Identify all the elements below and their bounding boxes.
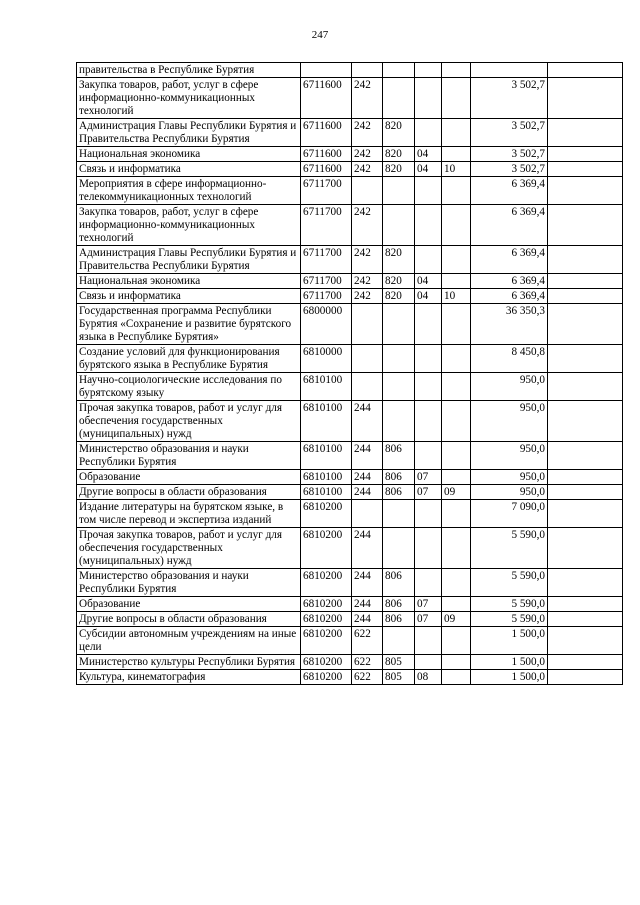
row-amount-cell: 5 590,0 (471, 597, 548, 612)
row-empty-cell (548, 612, 623, 627)
row-target-code-cell: 6711700 (301, 274, 352, 289)
row-target-code-cell: 6810200 (301, 597, 352, 612)
row-amount-cell: 6 369,4 (471, 177, 548, 205)
row-amount-cell: 1 500,0 (471, 655, 548, 670)
row-subsection-cell (442, 528, 471, 569)
row-name-cell: Администрация Главы Республики Бурятия и Правительства Республики Бурятия (77, 246, 301, 274)
row-empty-cell (548, 401, 623, 442)
row-expense-type-cell: 244 (352, 528, 383, 569)
row-amount-cell: 6 369,4 (471, 274, 548, 289)
row-amount-cell: 950,0 (471, 373, 548, 401)
row-amount-cell: 3 502,7 (471, 78, 548, 119)
row-section-cell: 07 (415, 470, 442, 485)
page-number: 247 (311, 29, 329, 41)
row-expense-type-cell: 242 (352, 119, 383, 147)
row-administrator-code-cell: 820 (383, 147, 415, 162)
table-row (77, 597, 623, 612)
row-subsection-cell (442, 401, 471, 442)
row-section-cell (415, 401, 442, 442)
row-administrator-code-cell: 806 (383, 442, 415, 470)
row-expense-type-cell: 242 (352, 78, 383, 119)
row-administrator-code-cell (383, 500, 415, 528)
row-administrator-code-cell: 820 (383, 289, 415, 304)
row-amount-cell: 950,0 (471, 470, 548, 485)
table-row (77, 569, 623, 597)
row-administrator-code-cell: 806 (383, 470, 415, 485)
row-expense-type-cell: 244 (352, 569, 383, 597)
table-row (77, 177, 623, 205)
row-section-cell (415, 442, 442, 470)
row-administrator-code-cell: 820 (383, 119, 415, 147)
row-amount-cell: 950,0 (471, 485, 548, 500)
row-subsection-cell (442, 147, 471, 162)
row-target-code-cell: 6810100 (301, 401, 352, 442)
row-section-cell: 07 (415, 597, 442, 612)
row-target-code-cell: 6711700 (301, 177, 352, 205)
row-amount-cell: 36 350,3 (471, 304, 548, 345)
row-expense-type-cell: 244 (352, 442, 383, 470)
row-name-cell: Субсидии автономным учреждениям на иные цели (77, 627, 301, 655)
row-administrator-code-cell (383, 528, 415, 569)
row-subsection-cell (442, 246, 471, 274)
row-administrator-code-cell (383, 78, 415, 119)
row-target-code-cell: 6800000 (301, 304, 352, 345)
row-section-cell (415, 177, 442, 205)
row-administrator-code-cell: 805 (383, 655, 415, 670)
row-administrator-code-cell (383, 345, 415, 373)
row-empty-cell (548, 485, 623, 500)
row-expense-type-cell (352, 304, 383, 345)
row-subsection-cell (442, 597, 471, 612)
table-row (77, 119, 623, 147)
row-expense-type-cell: 242 (352, 205, 383, 246)
row-expense-type-cell: 242 (352, 147, 383, 162)
row-administrator-code-cell (383, 205, 415, 246)
row-empty-cell (548, 470, 623, 485)
row-name-cell: Министерство культуры Республики Бурятия (77, 655, 301, 670)
row-name-cell: Культура, кинематография (77, 670, 301, 685)
row-section-cell (415, 119, 442, 147)
row-name-cell: Образование (77, 597, 301, 612)
row-expense-type-cell: 622 (352, 627, 383, 655)
row-subsection-cell: 09 (442, 612, 471, 627)
row-name-cell: Администрация Главы Республики Бурятия и Правительства Республики Бурятия (77, 119, 301, 147)
row-expense-type-cell (352, 500, 383, 528)
row-amount-cell: 950,0 (471, 442, 548, 470)
row-expense-type-cell: 242 (352, 246, 383, 274)
row-subsection-cell (442, 500, 471, 528)
row-amount-cell: 950,0 (471, 401, 548, 442)
row-name-cell: Национальная экономика (77, 274, 301, 289)
table-row (77, 373, 623, 401)
row-name-cell: Связь и информатика (77, 289, 301, 304)
row-empty-cell (548, 246, 623, 274)
table-row (77, 162, 623, 177)
row-empty-cell (548, 119, 623, 147)
row-empty-cell (548, 274, 623, 289)
row-expense-type-cell: 242 (352, 162, 383, 177)
row-administrator-code-cell: 820 (383, 162, 415, 177)
row-expense-type-cell: 244 (352, 612, 383, 627)
row-target-code-cell: 6810100 (301, 485, 352, 500)
row-administrator-code-cell: 806 (383, 569, 415, 597)
row-subsection-cell (442, 655, 471, 670)
row-name-cell: Мероприятия в сфере информационно-телекоммуникационных технологий (77, 177, 301, 205)
table-row (77, 289, 623, 304)
row-subsection-cell (442, 177, 471, 205)
row-administrator-code-cell: 805 (383, 670, 415, 685)
row-amount-cell: 5 590,0 (471, 528, 548, 569)
row-administrator-code-cell (383, 373, 415, 401)
table-row (77, 528, 623, 569)
row-expense-type-cell (352, 373, 383, 401)
row-amount-cell: 1 500,0 (471, 627, 548, 655)
row-target-code-cell: 6810100 (301, 373, 352, 401)
table-row (77, 63, 623, 78)
row-target-code-cell: 6810200 (301, 655, 352, 670)
row-empty-cell (548, 500, 623, 528)
row-target-code-cell: 6810200 (301, 670, 352, 685)
row-subsection-cell (442, 670, 471, 685)
row-name-cell: Создание условий для функционирования бурятского языка в Республике Бурятия (77, 345, 301, 373)
row-subsection-cell (442, 442, 471, 470)
table-row (77, 205, 623, 246)
row-section-cell (415, 246, 442, 274)
row-expense-type-cell (352, 345, 383, 373)
row-amount-cell: 8 450,8 (471, 345, 548, 373)
row-target-code-cell: 6711700 (301, 246, 352, 274)
table-row (77, 485, 623, 500)
row-expense-type-cell: 244 (352, 597, 383, 612)
row-administrator-code-cell (383, 304, 415, 345)
row-administrator-code-cell (383, 63, 415, 78)
row-section-cell: 07 (415, 485, 442, 500)
row-amount-cell: 1 500,0 (471, 670, 548, 685)
row-amount-cell (471, 63, 548, 78)
row-expense-type-cell: 244 (352, 485, 383, 500)
row-empty-cell (548, 304, 623, 345)
table-row (77, 304, 623, 345)
row-amount-cell: 3 502,7 (471, 162, 548, 177)
row-name-cell: Другие вопросы в области образования (77, 612, 301, 627)
row-amount-cell: 6 369,4 (471, 289, 548, 304)
table-row (77, 442, 623, 470)
row-amount-cell: 5 590,0 (471, 612, 548, 627)
row-section-cell: 04 (415, 162, 442, 177)
row-target-code-cell: 6711600 (301, 162, 352, 177)
table-row (77, 274, 623, 289)
row-subsection-cell (442, 304, 471, 345)
table-row (77, 627, 623, 655)
row-name-cell: Закупка товаров, работ, услуг в сфере информационно-коммуникационных технологий (77, 205, 301, 246)
row-section-cell (415, 304, 442, 345)
row-subsection-cell: 10 (442, 162, 471, 177)
row-subsection-cell: 09 (442, 485, 471, 500)
row-section-cell (415, 569, 442, 597)
row-section-cell (415, 373, 442, 401)
row-empty-cell (548, 670, 623, 685)
row-empty-cell (548, 569, 623, 597)
row-administrator-code-cell: 820 (383, 274, 415, 289)
row-administrator-code-cell (383, 627, 415, 655)
row-subsection-cell (442, 569, 471, 597)
row-expense-type-cell: 244 (352, 401, 383, 442)
row-name-cell: Государственная программа Республики Бурятия «Сохранение и развитие бурятского языка в Республике Бурятия» (77, 304, 301, 345)
row-expense-type-cell: 242 (352, 274, 383, 289)
row-name-cell: Другие вопросы в области образования (77, 485, 301, 500)
row-target-code-cell: 6711600 (301, 147, 352, 162)
row-expense-type-cell: 622 (352, 655, 383, 670)
budget-table (76, 62, 623, 685)
row-target-code-cell: 6810200 (301, 528, 352, 569)
row-administrator-code-cell (383, 177, 415, 205)
table-row (77, 246, 623, 274)
row-section-cell: 04 (415, 274, 442, 289)
row-empty-cell (548, 345, 623, 373)
row-administrator-code-cell (383, 401, 415, 442)
table-row (77, 401, 623, 442)
row-amount-cell: 7 090,0 (471, 500, 548, 528)
row-name-cell: Связь и информатика (77, 162, 301, 177)
row-empty-cell (548, 528, 623, 569)
row-section-cell (415, 345, 442, 373)
row-name-cell: правительства в Республике Бурятия (77, 63, 301, 78)
row-subsection-cell (442, 205, 471, 246)
row-section-cell (415, 78, 442, 119)
row-name-cell: Министерство образования и науки Республики Бурятия (77, 442, 301, 470)
row-empty-cell (548, 205, 623, 246)
row-name-cell: Прочая закупка товаров, работ и услуг для обеспечения государственных (муниципальных) нужд (77, 401, 301, 442)
row-expense-type-cell (352, 177, 383, 205)
row-name-cell: Закупка товаров, работ, услуг в сфере информационно-коммуникационных технологий (77, 78, 301, 119)
row-section-cell (415, 528, 442, 569)
row-subsection-cell: 10 (442, 289, 471, 304)
table-row (77, 655, 623, 670)
row-name-cell: Министерство образования и науки Республики Бурятия (77, 569, 301, 597)
row-amount-cell: 6 369,4 (471, 205, 548, 246)
row-name-cell: Национальная экономика (77, 147, 301, 162)
row-amount-cell: 3 502,7 (471, 119, 548, 147)
row-administrator-code-cell: 806 (383, 485, 415, 500)
row-subsection-cell (442, 470, 471, 485)
row-target-code-cell (301, 63, 352, 78)
row-target-code-cell: 6711700 (301, 289, 352, 304)
table-row (77, 78, 623, 119)
row-name-cell: Издание литературы на бурятском языке, в том числе перевод и экспертиза изданий (77, 500, 301, 528)
row-name-cell: Научно-социологические исследования по бурятскому языку (77, 373, 301, 401)
row-expense-type-cell: 622 (352, 670, 383, 685)
row-empty-cell (548, 289, 623, 304)
row-target-code-cell: 6711600 (301, 119, 352, 147)
row-empty-cell (548, 162, 623, 177)
table-row (77, 470, 623, 485)
row-name-cell: Прочая закупка товаров, работ и услуг для обеспечения государственных (муниципальных) нужд (77, 528, 301, 569)
row-empty-cell (548, 442, 623, 470)
row-section-cell (415, 627, 442, 655)
row-target-code-cell: 6810000 (301, 345, 352, 373)
row-empty-cell (548, 63, 623, 78)
row-target-code-cell: 6810200 (301, 569, 352, 597)
row-empty-cell (548, 627, 623, 655)
row-subsection-cell (442, 627, 471, 655)
row-subsection-cell (442, 345, 471, 373)
row-expense-type-cell: 244 (352, 470, 383, 485)
row-section-cell: 04 (415, 289, 442, 304)
row-target-code-cell: 6711700 (301, 205, 352, 246)
row-administrator-code-cell: 806 (383, 597, 415, 612)
row-target-code-cell: 6810100 (301, 470, 352, 485)
row-target-code-cell: 6810200 (301, 612, 352, 627)
row-empty-cell (548, 655, 623, 670)
row-subsection-cell (442, 274, 471, 289)
row-section-cell (415, 63, 442, 78)
row-section-cell (415, 500, 442, 528)
row-target-code-cell: 6810100 (301, 442, 352, 470)
row-section-cell (415, 655, 442, 670)
row-subsection-cell (442, 119, 471, 147)
row-target-code-cell: 6810200 (301, 500, 352, 528)
table-row (77, 147, 623, 162)
row-section-cell: 07 (415, 612, 442, 627)
row-amount-cell: 5 590,0 (471, 569, 548, 597)
row-subsection-cell (442, 373, 471, 401)
row-expense-type-cell: 242 (352, 289, 383, 304)
row-administrator-code-cell: 806 (383, 612, 415, 627)
row-administrator-code-cell: 820 (383, 246, 415, 274)
row-target-code-cell: 6810200 (301, 627, 352, 655)
table-row (77, 670, 623, 685)
row-amount-cell: 3 502,7 (471, 147, 548, 162)
row-subsection-cell (442, 78, 471, 119)
row-name-cell: Образование (77, 470, 301, 485)
row-section-cell: 08 (415, 670, 442, 685)
row-amount-cell: 6 369,4 (471, 246, 548, 274)
row-empty-cell (548, 597, 623, 612)
table-row (77, 500, 623, 528)
row-empty-cell (548, 78, 623, 119)
row-empty-cell (548, 147, 623, 162)
row-expense-type-cell (352, 63, 383, 78)
budget-table-body (77, 63, 623, 685)
row-subsection-cell (442, 63, 471, 78)
table-row (77, 612, 623, 627)
row-empty-cell (548, 177, 623, 205)
table-row (77, 345, 623, 373)
row-section-cell: 04 (415, 147, 442, 162)
row-section-cell (415, 205, 442, 246)
row-target-code-cell: 6711600 (301, 78, 352, 119)
row-empty-cell (548, 373, 623, 401)
